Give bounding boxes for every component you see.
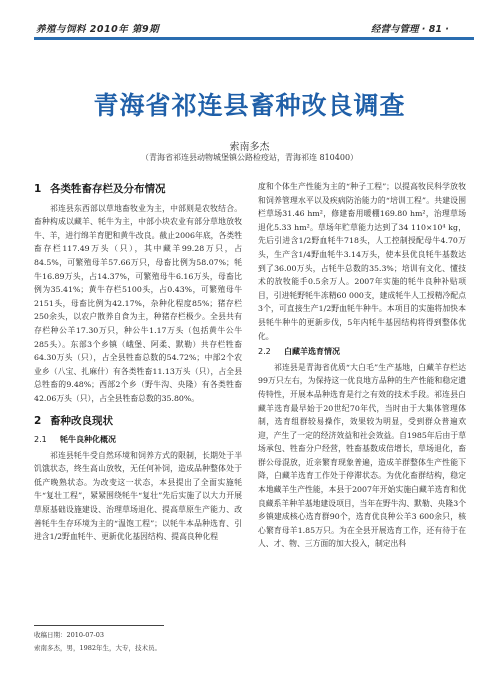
- article-title: 青海省祁连县畜种改良调查: [93, 91, 406, 120]
- left-column: [34, 180, 242, 544]
- section-number: 2: [34, 414, 42, 427]
- paragraph: 祁连县东西部以草地畜牧业为主，中部则是农牧结合。畜种构成以藏羊、牦牛为主，中部小块农业有部分草地放牧牛、羊，进行绵羊育肥和黄牛改良。截止2006年底，各类牲畜存栏117.49万头（只），其中藏羊99.28万只，占84.5%，可繁殖母羊57.66万只，母畜比例为58.07%；牦牛16.89万头，占14.37%，可繁殖母牛6.16万头，母畜比例为35.41%；黄牛存栏5100头，占0.43%，可繁殖母牛2151头，母畜比例为42.17%，杂种化程度85%；猪存栏250余头，以农户散养自食为主，种猪存栏极少。全县共有存栏种公羊17.30万只，种公牛1.17万头（包括黄牛公牛285头）。东部3个乡镇（峨堡、阿柔、默勒）共存栏牲畜64.30万头（只），占全县牲畜总数的54.72%；中部2个农业乡（八宝、扎麻什）有各类牲畜11.13万头（只），占全县总牲畜的9.48%；西部2个乡（野牛沟、央隆）有各类牲畜42.06万头（只），占全县牲畜总数的35.80%。: [34, 203, 242, 403]
- subsection-number: 2.1: [34, 435, 47, 445]
- author-bio: 索南多杰，男，1982年生，大专，技术员。: [34, 644, 162, 652]
- footnote-rule: [34, 625, 164, 626]
- section-title: 各类牲畜存栏及分布情况: [50, 183, 166, 195]
- paragraph: 祁连县牦牛受自然环境和饲养方式的限制，长期处于半饥饿状态，终生高山放牧，无任何补饲，造成品种整体处于低产晚熟状态。为改变这一状态，本县提出了全面实施牦牛“复壮工程”，紧紧围绕牦牛“复壮”先后实施了以大力开展草原基础设施建设、治理草场退化、提高草原生产能力、改善牦牛生存环境为主的“温饱工程”；以牦牛本品种选育、引进含1/2野血牦牛、更新优化基因结构、提高良种化程: [34, 450, 242, 542]
- subsection-title: 牦牛良种化概况: [60, 435, 116, 445]
- journal-name: 养殖与饲料 2010年 第9期: [36, 24, 160, 35]
- author: 索南多杰: [229, 142, 270, 153]
- paragraph: 度和个体生产性能为主的“种子工程”；以提高牧民科学放牧和饲养管理水平以及疾病防治能力的“培训工程”。共建设围栏草场31.46 hm²，修建畜用暖棚169.80 hm²，治理草场退化5.33 hm²。草场年贮草能力达到了34 110×10⁴ kg，先后引进含1/2野血牦牛718头，人工控制授配母牛4.70万头，生产含1/4野血牦牛3.14万头，使本县优良牦牛基数达到了36.00万头，占牦牛总数的35.3%；培训有文化、懂技术的放牧能手0.5余万人。2007年实施的牦牛良种补贴项目，引进牦野牦牛冻精60 000支，建成牦牛人工授精冷配点3个，可直接生产1/2野血牦牛种牛。本项目的实施将加快本县牦牛种牛的更新步伐，5年内牦牛基因结构将得到整体优化。: [258, 182, 466, 341]
- header-rule: [34, 37, 474, 40]
- subsection-2-1-heading: [34, 433, 242, 447]
- subsection-2-2-heading: [258, 345, 466, 359]
- section-2-heading: [34, 415, 242, 429]
- section-1-heading: [34, 183, 242, 197]
- right-column: [258, 180, 466, 551]
- section-name: 经营与管理 · 81 ·: [371, 24, 449, 35]
- subsection-title: 白藏羊选育情况: [284, 347, 340, 357]
- received-date: 收稿日期：2010-07-03: [34, 631, 104, 639]
- section-number: 1: [34, 183, 42, 195]
- paragraph: 祁连县是青海省优质“大白毛”生产基地，白藏羊存栏达99万只左右，为保持这一优良地方品种的生产性能和稳定遗传特性，开展本品种选育是行之有效的技术手段。祁连县白藏羊选育最早始于20世纪70年代，当时由于大集体管理体制，选育组群较易操作，效果较为明显，受到群众普遍欢迎，产生了一定的经济效益和社会效益。自1985年后由于草场承包、牲畜分户经营，牲畜基数成倍增长，草场退化，畜群公母混放，近亲繁育现象普遍，造成羊群整体生产性能下降，白藏羊选育工作处于停滞状态。为优化畜群结构，稳定本地藏羊生产性能，本县于2007年开始实施白藏羊选育和优良藏系羊种羊基地建设项目，当年在野牛沟、默勒、央隆3个乡镇建成核心选育群90个，选育优良种公羊3 600余只，核心繁育母羊1.85万只。为在全县开展选育工作，还有待于在人、才、物、三方面的加大投入，制定出科: [258, 362, 466, 549]
- section-title: 畜种改良现状: [50, 414, 113, 427]
- subsection-number: 2.2: [258, 347, 271, 357]
- affiliation: （青海省祁连县动物城堡镇公路检疫站，青海祁连 810400）: [140, 153, 359, 162]
